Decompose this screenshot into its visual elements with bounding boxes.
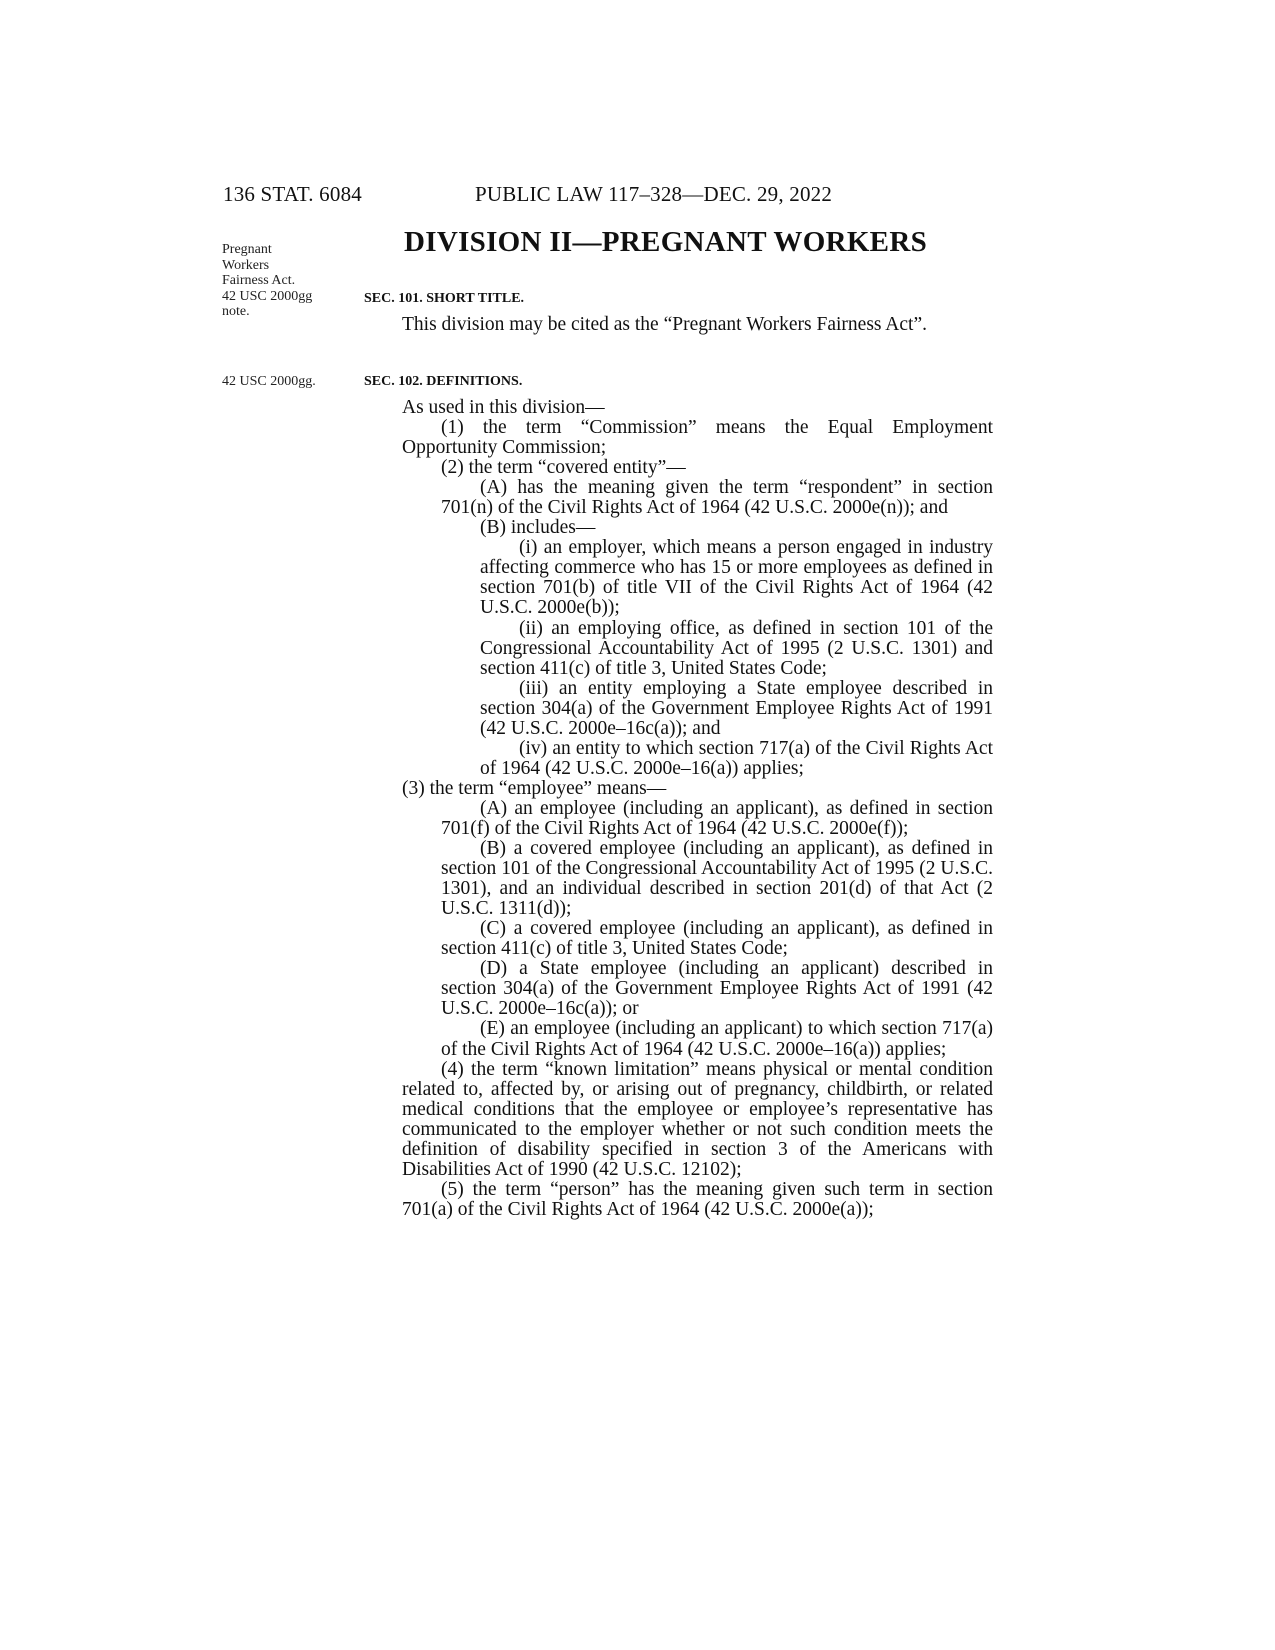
margin-note-line: note. (222, 304, 250, 319)
definition-paragraph: (4) the term “known limitation” means physical or mental condition related to, affected by, or arising out of pregnancy, childbirth, or related medical conditions that the employee or employee’s representative has communicated to the employer whether or not such condition meets the definition of disability specified in section 3 of the Americans with Disabilities Act of 1990 (42 U.S.C. 12102); (402, 1058, 993, 1180)
division-title: DIVISION II—PREGNANT WORKERS (404, 226, 927, 258)
definition-subparagraph: (D) a State employee (including an applicant) described in section 304(a) of the Government Employee Rights Act of 1991 (42 U.S.C. 2000e–16c(a)); or (441, 958, 993, 1020)
margin-note-line: Fairness Act. (222, 273, 296, 288)
definition-subparagraph: (A) an employee (including an applicant), as defined in section 701(f) of the Civil Rights Act of 1964 (42 U.S.C. 2000e(f)); (441, 797, 993, 839)
margin-note-short-title (222, 242, 342, 320)
definition-subparagraph: (B) includes— (480, 517, 596, 539)
definition-paragraph: (1) the term “Commission” means the Equal Employment Opportunity Commission; (402, 417, 993, 459)
definition-paragraph: (2) the term “covered entity”— (441, 457, 686, 479)
definition-clause: (iv) an entity to which section 717(a) of the Civil Rights Act of 1964 (42 U.S.C. 2000e–16(a)) applies; (480, 737, 993, 779)
margin-note-line: Pregnant (222, 242, 272, 257)
margin-note-definitions: 42 USC 2000gg. (222, 374, 316, 389)
section-101-text: This division may be cited as the “Pregnant Workers Fairness Act”. (402, 314, 927, 335)
section-102-body (364, 398, 993, 1220)
running-header: PUBLIC LAW 117–328—DEC. 29, 2022 (475, 182, 833, 206)
section-101-heading: SEC. 101. SHORT TITLE. (364, 291, 525, 306)
margin-note-line: Workers (222, 257, 270, 273)
definition-subparagraph: (B) a covered employee (including an applicant), as defined in section 101 of the Congressional Accountability Act of 1995 (2 U.S.C. 1301), and an individual described in section 201(d) of that Act (2 U.S.C. 1311(d)); (441, 838, 993, 920)
definition-clause: (i) an employer, which means a person engaged in industry affecting commerce who has 15 or more employees as defined in section 701(b) of title VII of the Civil Rights Act of 1964 (42 U.S.C. 2000e(b)); (480, 537, 993, 619)
definition-clause: (iii) an entity employing a State employee described in section 304(a) of the Government Employee Rights Act of 1991 (42 U.S.C. 2000e–16c(a)); and (480, 677, 993, 739)
margin-note-line: 42 USC 2000gg (222, 288, 313, 304)
definition-subparagraph: (C) a covered employee (including an applicant), as defined in section 411(c) of title 3, United States Code; (441, 918, 993, 960)
page-stat-citation: 136 STAT. 6084 (223, 182, 362, 206)
definition-subparagraph: (A) has the meaning given the term “respondent” in section 701(n) of the Civil Rights Act of 1964 (42 U.S.C. 2000e(n)); and (441, 477, 993, 519)
definition-subparagraph: (E) an employee (including an applicant) to which section 717(a) of the Civil Rights Act of 1964 (42 U.S.C. 2000e–16(a)) applies; (441, 1018, 993, 1060)
definitions-intro: As used in this division— (402, 397, 605, 418)
definition-paragraph: (5) the term “person” has the meaning given such term in section 701(a) of the Civil Rights Act of 1964 (42 U.S.C. 2000e(a)); (402, 1178, 993, 1220)
definition-paragraph: (3) the term “employee” means— (402, 777, 667, 799)
definition-clause: (ii) an employing office, as defined in section 101 of the Congressional Accountability Act of 1995 (2 U.S.C. 1301) and section 411(c) of title 3, United States Code; (480, 617, 993, 679)
section-102-heading: SEC. 102. DEFINITIONS. (364, 374, 523, 389)
